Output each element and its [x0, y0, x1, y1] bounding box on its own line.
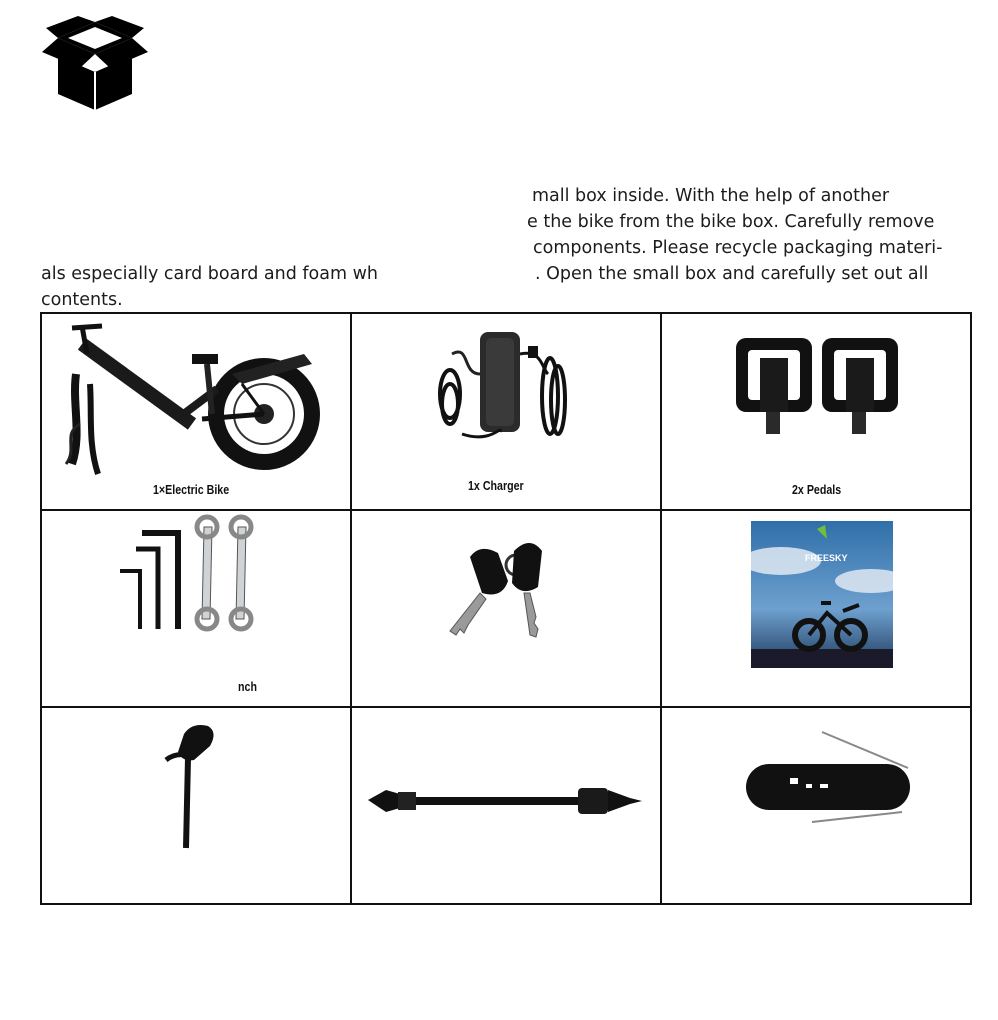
manual-brand: FREESKY — [805, 553, 848, 563]
hex-keys-and-wrenches-icon — [42, 511, 350, 706]
item-cell-tools — [41, 510, 351, 707]
axle-icon — [352, 708, 660, 903]
item-cell-electric-bike — [41, 313, 351, 510]
electric-bike-icon — [42, 314, 350, 509]
item-cell-reflector — [661, 707, 971, 904]
intro-line-4: . Open the small box and carefully set out all — [535, 264, 929, 284]
item-cell-manual — [661, 510, 971, 707]
package-contents-grid — [40, 312, 972, 905]
item-cell-axle — [351, 707, 661, 904]
throttle-icon — [42, 708, 350, 903]
manual-icon — [751, 521, 893, 668]
item-cell-charger — [351, 313, 661, 510]
item-caption: 1x Charger — [468, 478, 524, 493]
intro-line-6: contents. — [41, 290, 123, 310]
item-caption: nch — [238, 679, 257, 694]
item-caption: 1×Electric Bike — [153, 482, 230, 497]
item-caption: 2x Pedals — [792, 482, 842, 497]
pedals-icon — [662, 314, 970, 509]
intro-line-1: mall box inside. With the help of another — [532, 186, 890, 206]
item-cell-pedals — [661, 313, 971, 510]
item-cell-throttle — [41, 707, 351, 904]
open-box-icon — [40, 16, 150, 112]
intro-line-3: components. Please recycle packaging materi- — [533, 238, 943, 258]
intro-line-2: e the bike from the bike box. Carefully remove — [527, 212, 935, 232]
keys-icon — [352, 511, 660, 706]
intro-line-5: als especially card board and foam wh — [41, 264, 378, 284]
reflector-icon — [662, 708, 970, 903]
item-cell-keys — [351, 510, 661, 707]
